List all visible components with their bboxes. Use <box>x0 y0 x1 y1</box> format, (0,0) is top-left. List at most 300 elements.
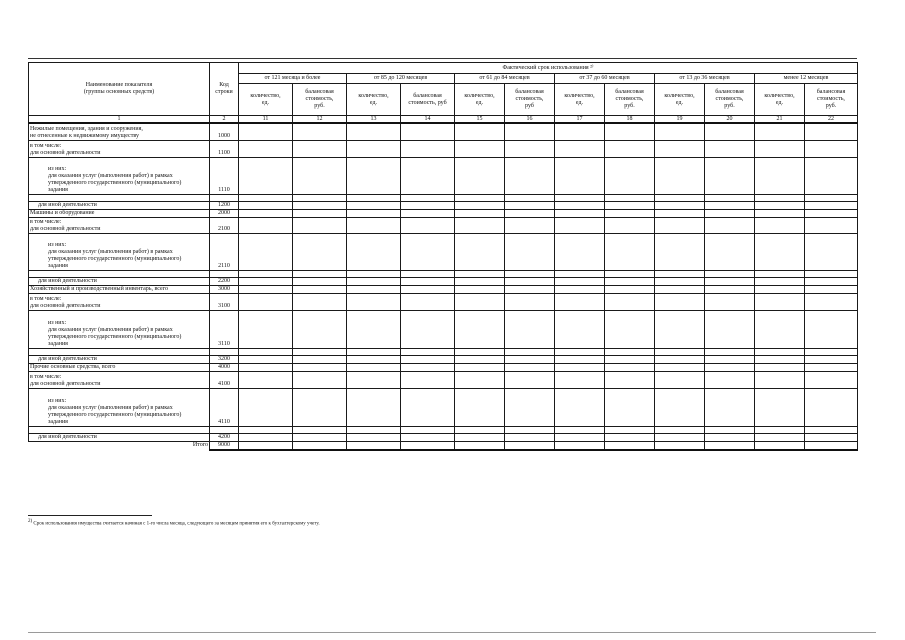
table-row <box>29 270 858 277</box>
row-code: 4200 <box>210 433 239 441</box>
value-cell <box>347 348 401 355</box>
row-indicator-name <box>29 426 210 433</box>
row-indicator-name: для иной деятельности <box>29 201 210 209</box>
value-cell <box>605 140 655 157</box>
row-indicator-name: для иной деятельности <box>29 355 210 363</box>
row-code: 4100 <box>210 371 239 388</box>
value-cell <box>455 355 505 363</box>
value-cell <box>455 233 505 270</box>
value-cell <box>555 157 605 194</box>
row-indicator-name: в том числе: для основной деятельности <box>29 140 210 157</box>
value-cell <box>605 217 655 233</box>
column-number: 2 <box>210 116 239 124</box>
value-cell <box>705 201 755 209</box>
value-cell <box>705 433 755 441</box>
value-cell <box>401 348 455 355</box>
column-number: 11 <box>239 116 293 124</box>
value-cell <box>605 123 655 140</box>
value-cell <box>505 371 555 388</box>
value-cell <box>555 194 605 201</box>
value-cell <box>805 140 858 157</box>
value-cell <box>401 426 455 433</box>
value-cell <box>805 371 858 388</box>
value-cell <box>455 371 505 388</box>
value-cell <box>655 123 705 140</box>
value-cell <box>401 355 455 363</box>
value-cell <box>805 209 858 217</box>
value-cell <box>455 348 505 355</box>
value-cell <box>401 310 455 348</box>
total-value-cell <box>293 441 347 450</box>
value-cell <box>805 123 858 140</box>
row-code <box>210 194 239 201</box>
value-cell <box>805 426 858 433</box>
value-cell <box>239 194 293 201</box>
value-cell <box>239 348 293 355</box>
value-cell <box>805 355 858 363</box>
value-cell <box>755 363 805 371</box>
table-row <box>29 217 858 233</box>
column-number: 21 <box>755 116 805 124</box>
row-code: 1200 <box>210 201 239 209</box>
value-cell <box>401 140 455 157</box>
value-cell <box>401 233 455 270</box>
value-cell <box>655 310 705 348</box>
row-indicator-name <box>29 194 210 201</box>
row-indicator-name: для иной деятельности <box>29 277 210 285</box>
table-row <box>29 209 858 217</box>
value-cell <box>239 209 293 217</box>
subcolumn-header-book-value: балансовая стоимость, руб <box>401 84 455 116</box>
column-number: 14 <box>401 116 455 124</box>
value-cell <box>555 217 605 233</box>
table-row <box>29 426 858 433</box>
value-cell <box>705 371 755 388</box>
value-cell <box>605 293 655 310</box>
row-indicator-name: из них: для оказания услуг (выполнения работ) в рамках утвержденного государственного (муниципального) задания <box>29 233 210 270</box>
value-cell <box>347 433 401 441</box>
row-indicator-name: Машины и оборудование <box>29 209 210 217</box>
value-cell <box>401 371 455 388</box>
value-cell <box>555 433 605 441</box>
value-cell <box>705 426 755 433</box>
value-cell <box>505 363 555 371</box>
row-code: 1100 <box>210 140 239 157</box>
value-cell <box>293 426 347 433</box>
value-cell <box>505 233 555 270</box>
value-cell <box>805 194 858 201</box>
total-label: Итого <box>192 442 208 449</box>
value-cell <box>555 270 605 277</box>
table-row <box>29 355 858 363</box>
value-cell <box>347 233 401 270</box>
value-cell <box>755 355 805 363</box>
value-cell <box>655 388 705 426</box>
value-cell <box>505 388 555 426</box>
value-cell <box>655 157 705 194</box>
value-cell <box>239 426 293 433</box>
value-cell <box>455 363 505 371</box>
value-cell <box>755 140 805 157</box>
column-number: 15 <box>455 116 505 124</box>
footnote <box>28 519 320 528</box>
value-cell <box>347 388 401 426</box>
value-cell <box>555 140 605 157</box>
row-indicator-name: в том числе: для основной деятельности <box>29 293 210 310</box>
value-cell <box>505 348 555 355</box>
value-cell <box>605 388 655 426</box>
period-header: от 13 до 36 месяцев <box>655 74 755 84</box>
value-cell <box>239 201 293 209</box>
value-cell <box>505 277 555 285</box>
value-cell <box>655 285 705 293</box>
value-cell <box>239 355 293 363</box>
value-cell <box>239 123 293 140</box>
value-cell <box>505 157 555 194</box>
value-cell <box>239 433 293 441</box>
value-cell <box>239 270 293 277</box>
row-code: 4000 <box>210 363 239 371</box>
value-cell <box>755 285 805 293</box>
value-cell <box>755 123 805 140</box>
value-cell <box>505 209 555 217</box>
value-cell <box>505 355 555 363</box>
table-row <box>29 285 858 293</box>
table-body <box>29 123 858 450</box>
value-cell <box>401 157 455 194</box>
value-cell <box>555 348 605 355</box>
value-cell <box>293 310 347 348</box>
value-cell <box>293 201 347 209</box>
value-cell <box>555 277 605 285</box>
table-row <box>29 233 858 270</box>
value-cell <box>755 209 805 217</box>
value-cell <box>239 277 293 285</box>
value-cell <box>655 293 705 310</box>
value-cell <box>705 157 755 194</box>
value-cell <box>555 293 605 310</box>
row-code: 3100 <box>210 293 239 310</box>
value-cell <box>605 270 655 277</box>
value-cell <box>239 157 293 194</box>
value-cell <box>505 293 555 310</box>
column-header-code: Код строки <box>210 63 239 116</box>
column-number-row <box>29 116 858 124</box>
top-rule <box>28 58 857 59</box>
total-value-cell <box>455 441 505 450</box>
table-row <box>29 277 858 285</box>
value-cell <box>293 157 347 194</box>
footnote-text: Срок использования имущества считается начиная с 1-го числа месяца, следующего за месяцем принятия его к бухгалтерскому учету. <box>33 521 320 527</box>
row-indicator-name: Прочие основные средства, всего <box>29 363 210 371</box>
value-cell <box>347 194 401 201</box>
table-row <box>29 293 858 310</box>
value-cell <box>293 140 347 157</box>
value-cell <box>347 277 401 285</box>
table-row <box>29 140 858 157</box>
column-group-usage-period: Фактический срок использования ²⁾ <box>239 63 858 74</box>
value-cell <box>705 270 755 277</box>
value-cell <box>347 209 401 217</box>
value-cell <box>347 355 401 363</box>
value-cell <box>455 277 505 285</box>
value-cell <box>401 209 455 217</box>
row-code: 2200 <box>210 277 239 285</box>
value-cell <box>401 285 455 293</box>
value-cell <box>655 217 705 233</box>
value-cell <box>605 285 655 293</box>
value-cell <box>805 310 858 348</box>
value-cell <box>655 233 705 270</box>
value-cell <box>705 293 755 310</box>
value-cell <box>555 371 605 388</box>
value-cell <box>805 270 858 277</box>
value-cell <box>705 388 755 426</box>
row-indicator-name: Нежилые помещения, здания и сооружения, не отнесенные к недвижимому имуществу <box>29 123 210 140</box>
total-value-cell <box>655 441 705 450</box>
column-header-indicator: Наименование показателя (группы основных средств) <box>29 63 210 116</box>
column-number: 19 <box>655 116 705 124</box>
value-cell <box>293 209 347 217</box>
value-cell <box>655 201 705 209</box>
scan-edge-line <box>28 632 876 633</box>
subcolumn-header-quantity: количество, ед. <box>347 84 401 116</box>
value-cell <box>239 217 293 233</box>
total-value-cell <box>805 441 858 450</box>
value-cell <box>239 140 293 157</box>
value-cell <box>347 285 401 293</box>
value-cell <box>555 363 605 371</box>
value-cell <box>655 209 705 217</box>
value-cell <box>705 140 755 157</box>
column-number: 17 <box>555 116 605 124</box>
value-cell <box>505 123 555 140</box>
value-cell <box>605 209 655 217</box>
value-cell <box>705 209 755 217</box>
value-cell <box>347 371 401 388</box>
value-cell <box>505 310 555 348</box>
subcolumn-header-book-value: балансовая стоимость, руб. <box>705 84 755 116</box>
value-cell <box>239 363 293 371</box>
value-cell <box>347 363 401 371</box>
period-header: менее 12 месяцев <box>755 74 858 84</box>
value-cell <box>239 388 293 426</box>
total-value-cell <box>755 441 805 450</box>
value-cell <box>805 348 858 355</box>
fixed-assets-usage-table <box>28 62 858 451</box>
value-cell <box>401 293 455 310</box>
table-row <box>29 310 858 348</box>
row-indicator-name: для иной деятельности <box>29 433 210 441</box>
value-cell <box>239 285 293 293</box>
value-cell <box>555 209 605 217</box>
subcolumn-header-book-value: балансовая стоимость, руб. <box>293 84 347 116</box>
value-cell <box>705 217 755 233</box>
total-value-cell <box>505 441 555 450</box>
value-cell <box>455 140 505 157</box>
value-cell <box>401 388 455 426</box>
value-cell <box>293 355 347 363</box>
column-number: 1 <box>29 116 210 124</box>
value-cell <box>605 201 655 209</box>
value-cell <box>293 277 347 285</box>
column-number: 22 <box>805 116 858 124</box>
value-cell <box>555 426 605 433</box>
value-cell <box>401 433 455 441</box>
subcolumn-header-book-value: балансовая стоимость, руб. <box>805 84 858 116</box>
value-cell <box>239 310 293 348</box>
value-cell <box>555 123 605 140</box>
value-cell <box>755 426 805 433</box>
value-cell <box>293 233 347 270</box>
value-cell <box>347 123 401 140</box>
value-cell <box>293 293 347 310</box>
value-cell <box>455 201 505 209</box>
total-value-cell <box>347 441 401 450</box>
column-number: 16 <box>505 116 555 124</box>
value-cell <box>655 140 705 157</box>
subcolumn-header-quantity: количество, ед. <box>755 84 805 116</box>
value-cell <box>401 217 455 233</box>
subcolumn-header-quantity: количество, ед. <box>555 84 605 116</box>
value-cell <box>293 348 347 355</box>
row-code: 4110 <box>210 388 239 426</box>
value-cell <box>755 270 805 277</box>
column-number: 20 <box>705 116 755 124</box>
value-cell <box>293 388 347 426</box>
column-number: 18 <box>605 116 655 124</box>
value-cell <box>505 270 555 277</box>
value-cell <box>401 270 455 277</box>
value-cell <box>239 233 293 270</box>
value-cell <box>755 194 805 201</box>
value-cell <box>755 157 805 194</box>
value-cell <box>505 433 555 441</box>
value-cell <box>705 285 755 293</box>
row-code: 3200 <box>210 355 239 363</box>
total-code: 9000 <box>210 441 239 450</box>
value-cell <box>239 293 293 310</box>
table-row <box>29 388 858 426</box>
row-code <box>210 270 239 277</box>
value-cell <box>655 363 705 371</box>
total-value-cell <box>705 441 755 450</box>
subcolumn-header-quantity: количество, ед. <box>239 84 293 116</box>
value-cell <box>293 194 347 201</box>
value-cell <box>755 433 805 441</box>
value-cell <box>705 363 755 371</box>
value-cell <box>705 233 755 270</box>
value-cell <box>655 433 705 441</box>
value-cell <box>505 194 555 201</box>
row-code: 2000 <box>210 209 239 217</box>
value-cell <box>805 433 858 441</box>
table-row <box>29 201 858 209</box>
value-cell <box>805 233 858 270</box>
table-header <box>29 63 858 124</box>
value-cell <box>555 355 605 363</box>
value-cell <box>755 388 805 426</box>
row-code: 1110 <box>210 157 239 194</box>
total-value-cell <box>605 441 655 450</box>
value-cell <box>705 277 755 285</box>
value-cell <box>505 426 555 433</box>
value-cell <box>655 426 705 433</box>
value-cell <box>347 201 401 209</box>
period-header: от 121 месяца и более <box>239 74 347 84</box>
row-indicator-name: в том числе: для основной деятельности <box>29 371 210 388</box>
value-cell <box>455 426 505 433</box>
value-cell <box>455 194 505 201</box>
value-cell <box>555 388 605 426</box>
table-row <box>29 157 858 194</box>
subcolumn-header-quantity: количество, ед. <box>655 84 705 116</box>
value-cell <box>455 157 505 194</box>
value-cell <box>705 348 755 355</box>
value-cell <box>455 293 505 310</box>
row-indicator-name <box>29 348 210 355</box>
value-cell <box>505 217 555 233</box>
value-cell <box>655 371 705 388</box>
row-code: 1000 <box>210 123 239 140</box>
value-cell <box>705 194 755 201</box>
row-indicator-name: Хозяйственный и производственный инвентарь, всего <box>29 285 210 293</box>
value-cell <box>239 371 293 388</box>
value-cell <box>605 157 655 194</box>
footnote-rule <box>28 515 152 516</box>
value-cell <box>605 426 655 433</box>
table-row <box>29 433 858 441</box>
value-cell <box>401 123 455 140</box>
value-cell <box>605 363 655 371</box>
value-cell <box>455 270 505 277</box>
row-indicator-name: в том числе: для основной деятельности <box>29 217 210 233</box>
value-cell <box>455 217 505 233</box>
value-cell <box>455 123 505 140</box>
value-cell <box>705 355 755 363</box>
value-cell <box>293 270 347 277</box>
column-number: 13 <box>347 116 401 124</box>
table-row <box>29 194 858 201</box>
value-cell <box>347 270 401 277</box>
value-cell <box>655 355 705 363</box>
row-code <box>210 348 239 355</box>
total-value-cell <box>555 441 605 450</box>
value-cell <box>605 277 655 285</box>
value-cell <box>705 123 755 140</box>
value-cell <box>347 157 401 194</box>
value-cell <box>455 310 505 348</box>
value-cell <box>293 433 347 441</box>
row-code: 3110 <box>210 310 239 348</box>
subcolumn-header-book-value: балансовая стоимость, руб <box>505 84 555 116</box>
value-cell <box>555 310 605 348</box>
value-cell <box>605 348 655 355</box>
table-row <box>29 363 858 371</box>
value-cell <box>455 388 505 426</box>
subcolumn-header-book-value: балансовая стоимость, руб. <box>605 84 655 116</box>
value-cell <box>505 201 555 209</box>
value-cell <box>755 233 805 270</box>
row-code: 2100 <box>210 217 239 233</box>
table-row <box>29 371 858 388</box>
value-cell <box>293 363 347 371</box>
value-cell <box>347 140 401 157</box>
value-cell <box>401 363 455 371</box>
period-header: от 37 до 60 месяцев <box>555 74 655 84</box>
value-cell <box>805 363 858 371</box>
row-indicator-name: из них: для оказания услуг (выполнения работ) в рамках утвержденного государственного (муниципального) задания <box>29 388 210 426</box>
